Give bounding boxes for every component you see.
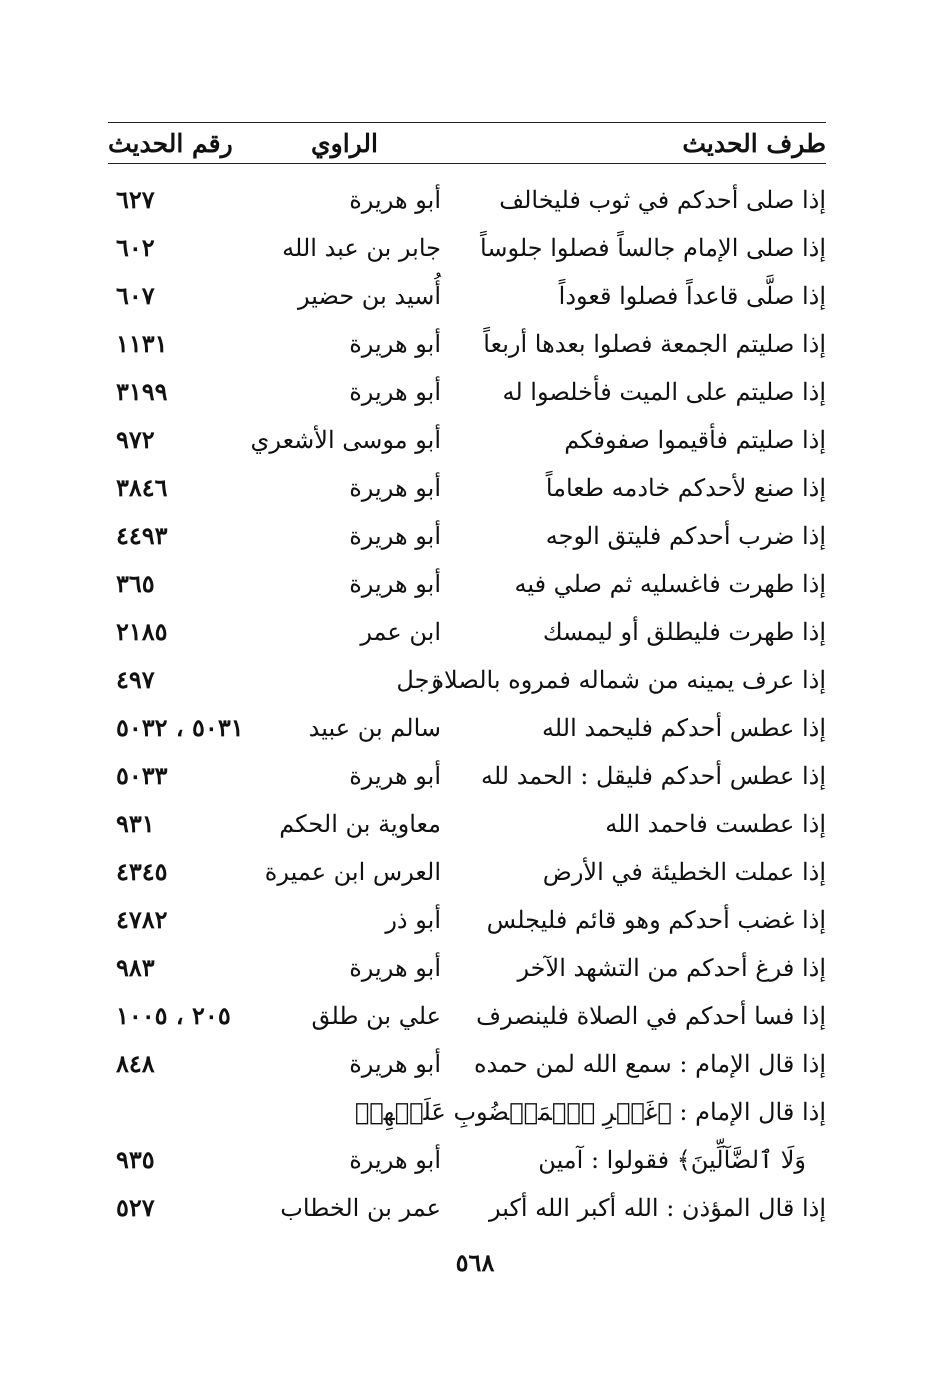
hadith-narrator: أبو هريرة xyxy=(349,330,441,358)
hadith-number: ٩٣١ xyxy=(116,809,155,838)
hadith-topic: إذا صلَّى قاعداً فصلوا قعوداً xyxy=(558,282,826,310)
hadith-topic: إذا قال المؤذن : الله أكبر الله أكبر xyxy=(488,1194,826,1222)
hadith-narrator: أبو هريرة xyxy=(349,474,441,502)
table-row xyxy=(108,992,826,1040)
hadith-topic: إذا صلى أحدكم في ثوب فليخالف xyxy=(499,186,826,214)
hadith-number: ٢٠٥ ، ١٠٠٥ xyxy=(116,1001,231,1030)
table-header xyxy=(108,122,826,164)
hadith-topic: إذا عملت الخطيئة في الأرض xyxy=(542,858,826,886)
hadith-number: ٨٤٨ xyxy=(116,1049,155,1078)
header-narrator: الراوي xyxy=(311,129,378,158)
table-row xyxy=(108,800,826,848)
hadith-topic-line2: وَلَا ٱلضَّآلِّينَ﴾ فقولوا : آمين xyxy=(538,1146,806,1174)
table-row xyxy=(108,464,826,512)
hadith-number: ١١٣١ xyxy=(116,329,168,358)
hadith-topic: إذا قال الإمام : سمع الله لمن حمده xyxy=(473,1050,826,1078)
table-row xyxy=(108,896,826,944)
hadith-topic: إذا صنع لأحدكم خادمه طعاماً xyxy=(545,474,826,502)
hadith-number: ٣٦٥ xyxy=(116,569,155,598)
hadith-narrator: أبو هريرة xyxy=(349,1146,441,1174)
hadith-number: ٦٢٧ xyxy=(116,185,155,214)
hadith-narrator: العرس ابن عميرة xyxy=(264,858,441,886)
table-row xyxy=(108,944,826,992)
table-row xyxy=(108,608,826,656)
table-row xyxy=(108,704,826,752)
hadith-topic: إذا ضرب أحدكم فليتق الوجه xyxy=(545,522,826,550)
header-number: رقم الحديث xyxy=(108,129,233,158)
hadith-topic: إذا صليتم على الميت فأخلصوا له xyxy=(502,378,826,406)
hadith-topic: إذا فرغ أحدكم من التشهد الآخر xyxy=(517,954,826,982)
hadith-narrator: أبو هريرة xyxy=(349,522,441,550)
hadith-narrator: أبو ذر xyxy=(385,906,441,934)
table-row xyxy=(108,1184,826,1232)
hadith-topic: إذا غضب أحدكم وهو قائم فليجلس xyxy=(486,906,826,934)
table-row xyxy=(108,320,826,368)
hadith-topic: إذا طهرت فليطلق أو ليمسك xyxy=(542,618,826,646)
hadith-number: ٥٢٧ xyxy=(116,1193,155,1222)
table-row xyxy=(108,848,826,896)
hadith-narrator: عمر بن الخطاب xyxy=(280,1194,441,1222)
hadith-topic: إذا فسا أحدكم في الصلاة فلينصرف xyxy=(476,1002,826,1030)
hadith-number: ٤٣٤٥ xyxy=(116,857,168,886)
hadith-narrator: سالم بن عبيد xyxy=(308,714,441,742)
hadith-narrator: رجل xyxy=(396,666,441,694)
header-topic: طرف الحديث xyxy=(682,129,826,158)
hadith-topic: إذا صليتم فأقيموا صفوفكم xyxy=(564,426,826,454)
table-row xyxy=(108,272,826,320)
hadith-number: ٦٠٢ xyxy=(116,233,155,262)
hadith-narrator: أبو هريرة xyxy=(349,1050,441,1078)
table-row xyxy=(108,560,826,608)
hadith-topic: إذا صلى الإمام جالساً فصلوا جلوساً xyxy=(480,234,826,262)
hadith-number: ٣٨٤٦ xyxy=(116,473,168,502)
hadith-topic: إذا طهرت فاغسليه ثم صلي فيه xyxy=(514,570,826,598)
table-row xyxy=(108,1088,826,1184)
hadith-narrator: ابن عمر xyxy=(360,618,441,646)
hadith-number: ٤٩٧ xyxy=(116,665,155,694)
hadith-topic: إذا عرف يمينه من شماله فمروه بالصلاة xyxy=(431,666,826,694)
table-row xyxy=(108,512,826,560)
table-row xyxy=(108,656,826,704)
table-row xyxy=(108,368,826,416)
hadith-narrator: جابر بن عبد الله xyxy=(282,234,441,262)
hadith-number: ٩٨٣ xyxy=(116,953,155,982)
hadith-number: ٦٠٧ xyxy=(116,281,155,310)
hadith-topic: إذا صليتم الجمعة فصلوا بعدها أربعاً xyxy=(483,330,826,358)
hadith-narrator: أبو هريرة xyxy=(349,570,441,598)
table-row xyxy=(108,176,826,224)
hadith-topic: إذا عطست فاحمد الله xyxy=(605,810,826,838)
hadith-number: ٥٠٣١ ، ٥٠٣٢ xyxy=(116,713,244,742)
table-row xyxy=(108,416,826,464)
hadith-topic-line1: إذا قال الإمام : ﴿غَيۡرِ ٱلۡمَغۡضُوبِ عَلَيۡهِمۡ xyxy=(354,1098,826,1126)
hadith-narrator: أبو موسى الأشعري xyxy=(250,426,441,454)
hadith-number: ٣١٩٩ xyxy=(116,377,168,406)
hadith-number: ٤٧٨٢ xyxy=(116,905,168,934)
hadith-narrator: أبو هريرة xyxy=(349,954,441,982)
hadith-topic: إذا عطس أحدكم فليقل : الحمد لله xyxy=(480,762,826,790)
hadith-number: ٥٠٣٣ xyxy=(116,761,168,790)
hadith-narrator: علي بن طلق xyxy=(311,1002,441,1030)
hadith-topic: إذا عطس أحدكم فليحمد الله xyxy=(541,714,826,742)
hadith-narrator: معاوية بن الحكم xyxy=(279,810,441,838)
hadith-narrator: أبو هريرة xyxy=(349,378,441,406)
hadith-number: ٩٣٥ xyxy=(116,1145,155,1174)
table-row xyxy=(108,752,826,800)
hadith-number: ٩٧٢ xyxy=(116,425,155,454)
hadith-narrator: أُسيد بن حضير xyxy=(298,282,441,310)
hadith-narrator: أبو هريرة xyxy=(349,762,441,790)
hadith-narrator: أبو هريرة xyxy=(349,186,441,214)
table-row xyxy=(108,224,826,272)
table-row xyxy=(108,1040,826,1088)
page-number: ٥٦٨ xyxy=(455,1248,495,1277)
hadith-index-table xyxy=(108,176,826,1232)
hadith-number: ٢١٨٥ xyxy=(116,617,168,646)
hadith-number: ٤٤٩٣ xyxy=(116,521,168,550)
